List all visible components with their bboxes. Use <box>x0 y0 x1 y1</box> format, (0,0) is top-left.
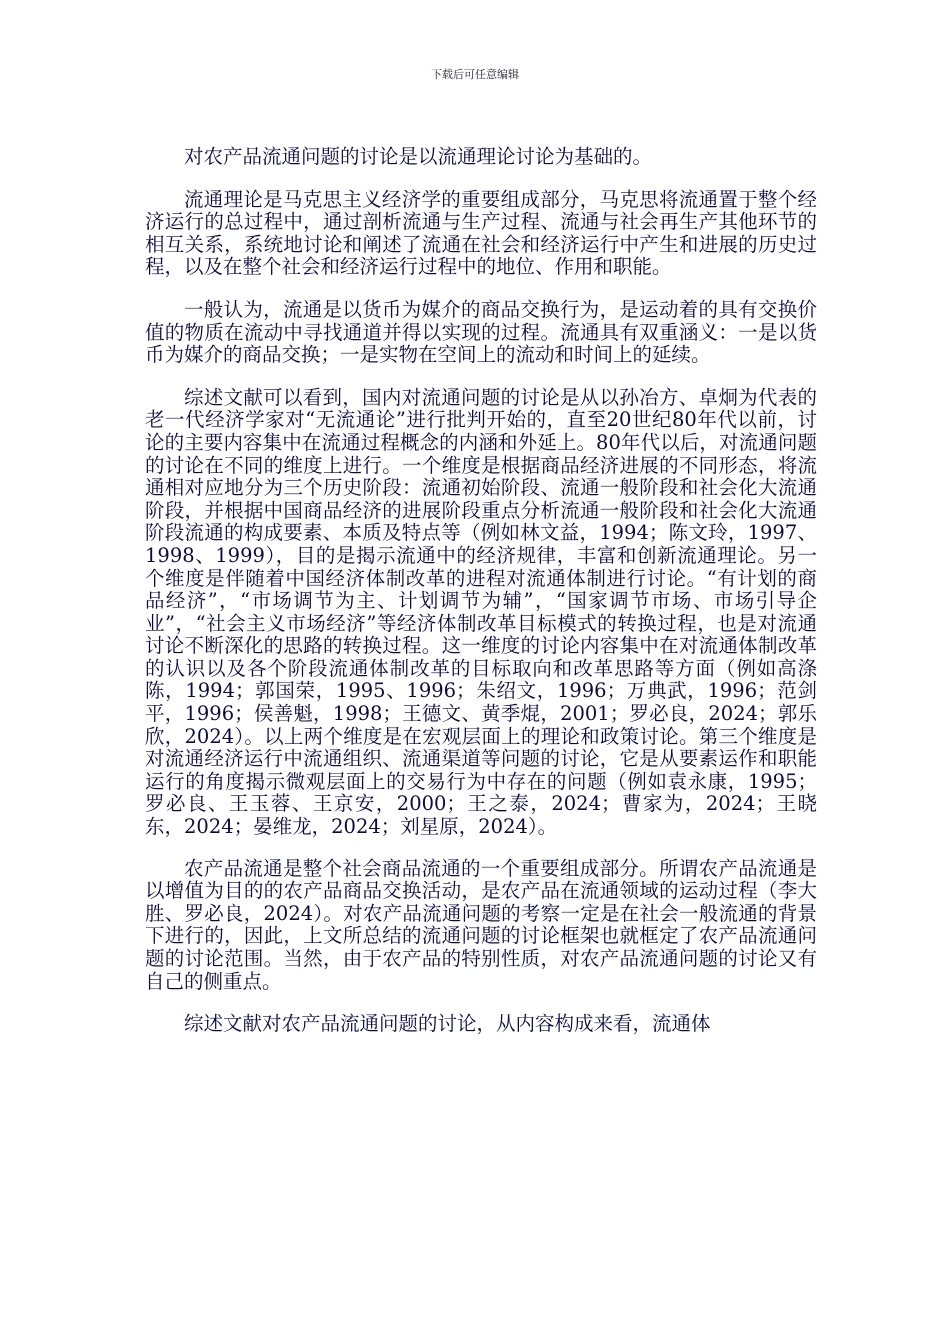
paragraph-6: 综述文献对农产品流通问题的讨论，从内容构成来看，流通体 <box>184 1012 711 1036</box>
paragraph-1: 对农产品流通问题的讨论是以流通理论讨论为基础的。 <box>184 145 653 168</box>
paragraph-4: 综述文献可以看到，国内对流通问题的讨论是从以孙冶方、卓炯为代表的老一代经济学家对“无流通论”进行批判开始的，直至20世纪80年代以前，讨论的主要内容集中在流通过程概念的内涵和外延上。80年代以后，对流通问题的讨论在不同的维度上进行。一个维度是根据商品经济进展的不同形态，将流通相对应地分为三个历史阶段：流通初始阶段、流通一般阶段和社会化大流通阶段，并根据中国商品经济的进展阶段重点分析流通一般阶段和社会化大流通阶段流通的构成要素、本质及特点等（例如林文益，1994；陈文玲，1997、1998、1999），目的是揭示流通中的经济规律，丰富和创新流通理论。另一个维度是伴随着中国经济体制改革的进程对流通体制进行讨论。“有计划的商品经济”，“市场调节为主、计划调节为辅”，“国家调节市场、市场引导企业”，“社会主义市场经济”等经济体制改革目标模式的转换过程，也是对流通讨论不断深化的思路的转换过程。这一维度的讨论内容集中在对流通体制改革的认识以及各个阶段流通体制改革的目标取向和改革思路等方面（例如高涤陈，1994；郭国荣，1995、1996；朱绍文，1996；万典武，1996；范剑平，1996；侯善魁，1998；王德文、黄季焜，2001；罗必良，2024；郭乐欣，2024）。以上两个维度是在宏观层面上的理论和政策讨论。第三个维度是对流通经济运行中流通组织、流通渠道等问题的讨论，它是从要素运作和职能运行的角度揭示微观层面上的交易行为中存在的问题（例如袁永康，1995；罗必良、王玉蓉、王京安，2000；王之泰，2024；曹家为，2024；王晓东，2024；晏维龙，2024；刘星原，2024）。 <box>145 385 817 839</box>
document-body <box>145 146 817 1056</box>
paragraph-2: 流通理论是马克思主义经济学的重要组成部分，马克思将流通置于整个经济运行的总过程中，通过剖析流通与生产过程、流通与社会再生产其他环节的相互关系，系统地讨论和阐述了流通在社会和经济运行中产生和进展的历史过程，以及在整个社会和经济运行过程中的地位、作用和职能。 <box>145 187 817 279</box>
paragraph-3: 一般认为，流通是以货币为媒介的商品交换行为，是运动着的具有交换价值的物质在流动中寻找通道并得以实现的过程。流通具有双重涵义：一是以货币为媒介的商品交换；一是实物在空间上的流动和时间上的延续。 <box>145 297 817 367</box>
page-header: 下载后可任意编辑 <box>431 68 519 81</box>
paragraph-5: 农产品流通是整个社会商品流通的一个重要组成部分。所谓农产品流通是以增值为目的的农产品商品交换活动，是农产品在流通领域的运动过程（李大胜、罗必良，2024）。对农产品流通问题的考察一定是在社会一般流通的背景下进行的，因此，上文所总结的流通问题的讨论框架也就框定了农产品流通问题的讨论范围。当然，由于农产品的特别性质，对农产品流通问题的讨论又有自己的侧重点。 <box>145 856 817 993</box>
